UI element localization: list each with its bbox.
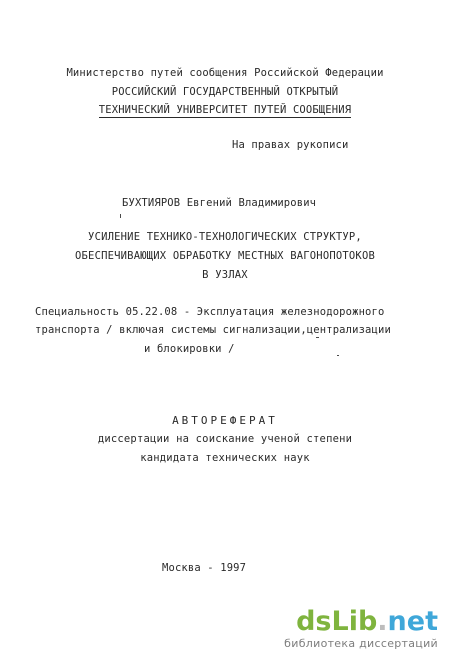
watermark-subtitle: библиотека диссертаций (284, 637, 438, 650)
logo-dot: . (377, 606, 388, 637)
dslib-logo (284, 608, 438, 635)
title-line-1: УСИЛЕНИЕ ТЕХНИКО-ТЕХНОЛОГИЧЕСКИХ СТРУКТУР, (88, 231, 362, 243)
title-line-3: В УЗЛАХ (202, 269, 248, 281)
university-line-2-text: ТЕХНИЧЕСКИЙ УНИВЕРСИТЕТ ПУТЕЙ СООБЩЕНИЯ (98, 104, 352, 116)
author-name: БУХТИЯРОВ Евгений Владимирович (122, 197, 317, 209)
ink-speck (337, 355, 339, 356)
abstract-heading: АВТОРЕФЕРАТ (172, 414, 278, 427)
specialty-line-2: транспорта / включая системы сигнализации,централизации (35, 324, 391, 336)
city-year: Москва - 1997 (162, 562, 247, 574)
specialty-line-3: и блокировки / (144, 343, 235, 355)
logo-main-text: dsLib (296, 606, 378, 637)
university-line-1: РОССИЙСКИЙ ГОСУДАРСТВЕННЫЙ ОТКРЫТЫЙ (111, 86, 339, 98)
manuscript-note: На правах рукописи (232, 139, 349, 151)
title-line-2: ОБЕСПЕЧИВАЮЩИХ ОБРАБОТКУ МЕСТНЫХ ВАГОНОПОТОКОВ (75, 250, 375, 262)
ink-speck (120, 214, 121, 218)
university-line-2 (0, 104, 450, 116)
abstract-line-2: кандидата технических наук (140, 452, 310, 464)
dslib-watermark (284, 608, 438, 650)
ministry-line: Министерство путей сообщения Российской Федерации (66, 67, 384, 79)
specialty-line-1: Специальность 05.22.08 - Эксплуатация железнодорожного (35, 306, 385, 318)
ink-speck (316, 337, 319, 338)
logo-tld-text: net (387, 606, 438, 637)
abstract-line-1: диссертации на соискание ученой степени (97, 433, 353, 445)
